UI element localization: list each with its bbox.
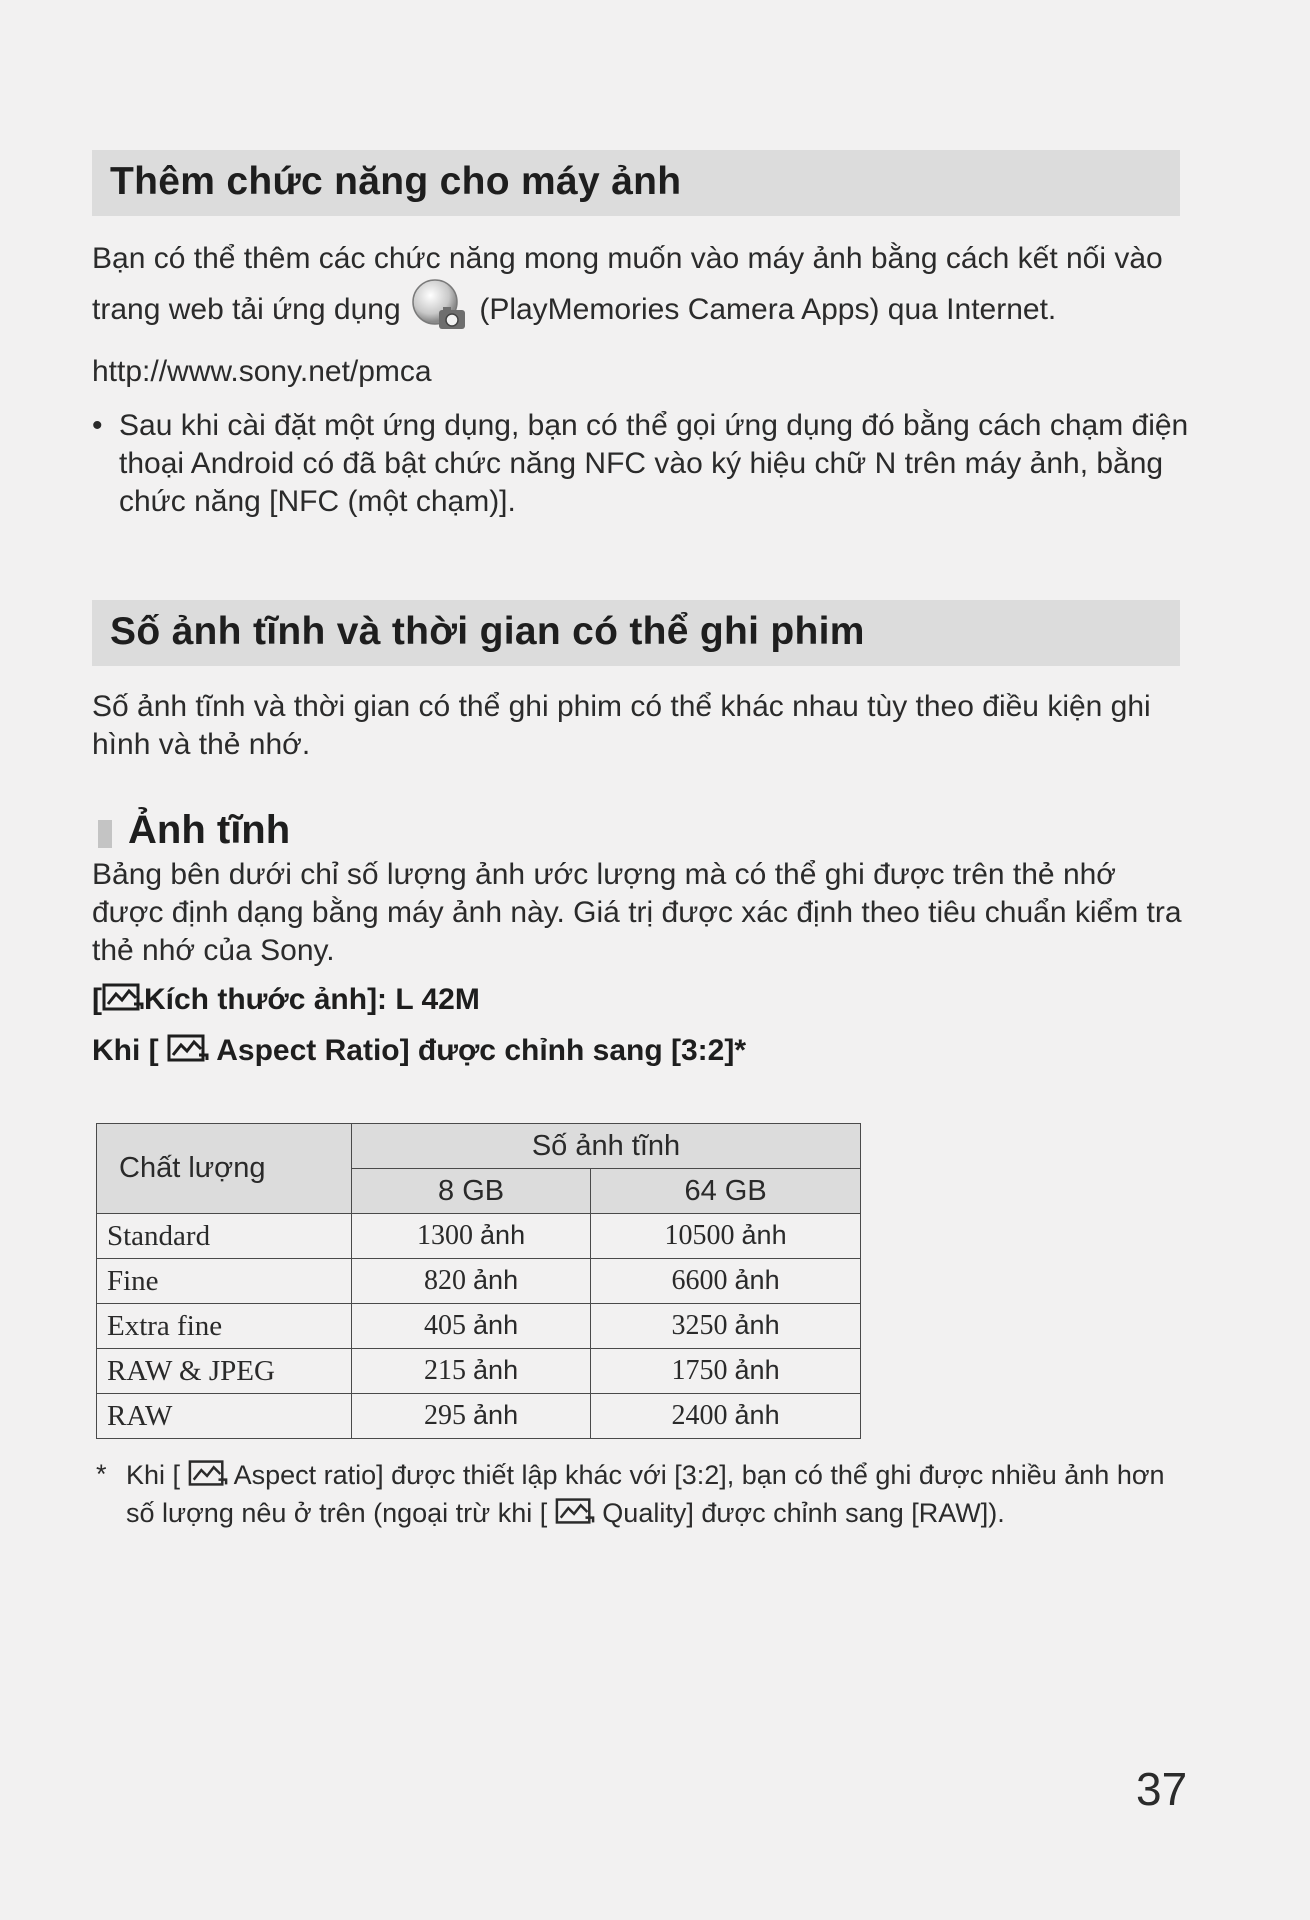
footnote: * Khi [ Aspect ratio] được thiết lập khác với [3:2], bạn có thể ghi được nhiều ảnh hơn số lượng nêu ở trên (ngoại trừ khi [ Quality] được chỉnh sang [RAW]). [96,1458,1196,1534]
table-row: Extra fine 405 ảnh 3250 ảnh [97,1304,861,1349]
still-images-heading: Ảnh tĩnh [128,808,291,852]
capacity-64gb-header: 64 GB [591,1169,861,1214]
still-image-icon [167,1033,209,1071]
table-row: Fine 820 ảnh 6600 ảnh [97,1259,861,1304]
aspect-ratio-line: Khi [ Aspect Ratio] được chỉnh sang [3:2]* [92,1033,746,1071]
count-header: Số ảnh tĩnh [352,1124,861,1169]
pmca-url[interactable]: http://www.sony.net/pmca [92,355,432,388]
still-image-count-table [96,1123,861,1439]
quality-header: Chất lượng [97,1124,352,1214]
section-header-recordable-count [92,600,1180,666]
download-paragraph: Bạn có thể thêm các chức năng mong muốn vào máy ảnh bằng cách kết nối vào trang web tải ứng dụng (PlayMemories Camera Apps) qua Internet. [92,240,1187,344]
list-item: • Sau khi cài đặt một ứng dụng, bạn có thể gọi ứng dụng đó bằng cách chạm điện thoại Android có đã bật chức năng NFC vào ký hiệu chữ N trên máy ảnh, bằng chức năng [NFC (một chạm)]. [92,409,1189,518]
capacity-8gb-header: 8 GB [352,1169,591,1214]
still-images-description: Bảng bên dưới chỉ số lượng ảnh ước lượng mà có thể ghi được trên thẻ nhớ được định dạng bằng máy ảnh này. Giá trị được xác định theo tiêu chuẩn kiểm tra thẻ nhớ của Sony. [92,858,1182,967]
subhead-marker [98,820,112,848]
section1-body [92,240,1187,391]
image-size-line: [ Kích thước ảnh]: L 42M [92,982,480,1020]
still-image-icon [188,1458,228,1496]
section-title: Thêm chức năng cho máy ảnh [110,160,682,203]
page-number: 37 [1136,1763,1188,1815]
table-row: RAW 295 ảnh 2400 ảnh [97,1394,861,1439]
playmemories-camera-apps-icon [409,278,471,344]
table-row: Standard 1300 ảnh 10500 ảnh [97,1214,861,1259]
still-image-icon [102,982,144,1020]
section-title: Số ảnh tĩnh và thời gian có thể ghi phim [110,610,865,653]
table-row: RAW & JPEG 215 ảnh 1750 ảnh [97,1349,861,1394]
section-header-add-functions [92,150,1180,216]
section1-bullets [92,407,1192,521]
still-image-icon [555,1496,595,1534]
section2-intro: Số ảnh tĩnh và thời gian có thể ghi phim có thể khác nhau tùy theo điều kiện ghi hình và thẻ nhớ. [92,690,1151,761]
